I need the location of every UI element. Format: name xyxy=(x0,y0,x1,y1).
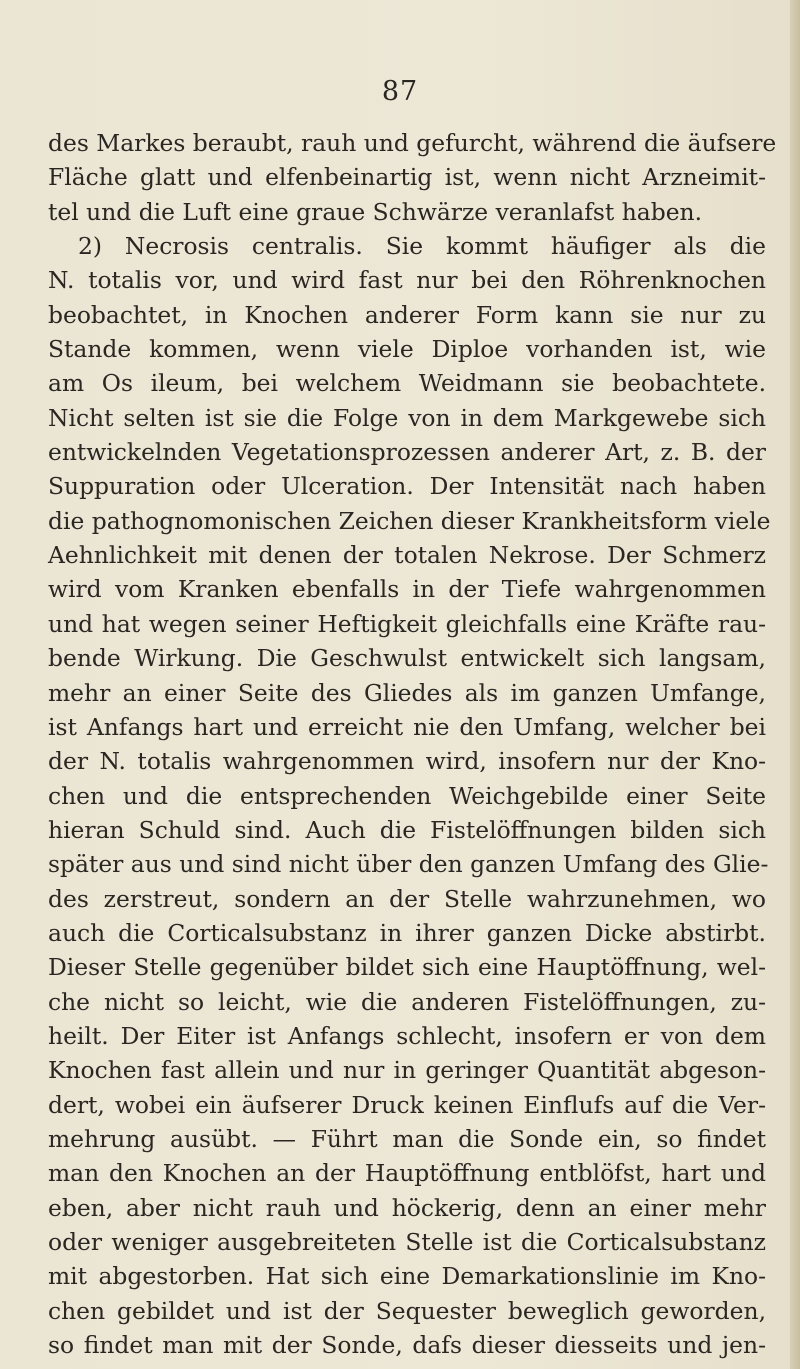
text-line: wird vom Kranken ebenfalls in der Tiefe wahrgenommen xyxy=(48,575,766,604)
text-line: che nicht so leicht, wie die anderen Fistelöffnungen, zu- xyxy=(48,987,766,1016)
body-text xyxy=(48,126,777,1362)
text-line: entwickelnden Vegetationsprozessen anderer Art, z. B. der xyxy=(48,438,766,467)
text-line: oder weniger ausgebreiteten Stelle ist die Corticalsubstanz xyxy=(48,1228,766,1256)
text-line: die pathognomonischen Zeichen dieser Krankheitsform viele xyxy=(48,506,771,535)
text-line: mit abgestorben. Hat sich eine Demarkationslinie im Kno- xyxy=(48,1262,766,1291)
text-line: hieran Schuld sind. Auch die Fistelöffnungen bilden sich xyxy=(48,815,766,844)
text-line: so findet man mit der Sonde, dafs dieser diesseits und jen- xyxy=(48,1331,766,1360)
text-line: eben, aber nicht rauh und höckerig, denn an einer mehr xyxy=(48,1193,766,1222)
text-line: auch die Corticalsubstanz in ihrer ganzen Dicke abstirbt. xyxy=(48,918,766,947)
section-heading-line: 2) Necrosis centralis. Sie kommt häufiger als die xyxy=(78,232,766,261)
text-line: Knochen fast allein und nur in geringer Quantität abgeson- xyxy=(48,1056,766,1085)
text-line: später aus und sind nicht über den ganzen Umfang des Glie- xyxy=(48,850,769,879)
text-line: des Markes beraubt, rauh und gefurcht, während die äufsere xyxy=(48,129,777,157)
text-line: mehr an einer Seite des Gliedes als im ganzen Umfange, xyxy=(48,678,766,707)
text-line: Stande kommen, wenn viele Diploe vorhanden ist, wie xyxy=(48,335,766,364)
text-line: Aehnlichkeit mit denen der totalen Nekrose. Der Schmerz xyxy=(48,541,766,570)
text-line: am Os ileum, bei welchem Weidmann sie beobachtete. xyxy=(48,369,766,398)
text-line: ist Anfangs hart und erreicht nie den Umfang, welcher bei xyxy=(48,712,766,741)
text-line: tel und die Luft eine graue Schwärze veranlafst haben. xyxy=(48,197,703,226)
page-number: 87 xyxy=(381,76,419,107)
page-edge xyxy=(790,0,800,1369)
text-line: und hat wegen seiner Heftigkeit gleichfalls eine Kräfte rau- xyxy=(48,609,766,638)
text-line: Suppuration oder Ulceration. Der Intensität nach haben xyxy=(48,472,766,501)
text-line: Fläche glatt und elfenbeinartig ist, wenn nicht Arzneimit- xyxy=(48,163,766,192)
text-line: heilt. Der Eiter ist Anfangs schlecht, insofern er von dem xyxy=(48,1021,766,1050)
text-line: bende Wirkung. Die Geschwulst entwickelt sich langsam, xyxy=(48,644,766,673)
text-line: dert, wobei ein äufserer Druck keinen Einflufs auf die Ver- xyxy=(48,1090,766,1119)
text-line: beobachtet, in Knochen anderer Form kann sie nur zu xyxy=(48,300,766,329)
text-line: man den Knochen an der Hauptöffnung entblöfst, hart und xyxy=(48,1159,766,1188)
text-line: Dieser Stelle gegenüber bildet sich eine Hauptöffnung, wel- xyxy=(48,953,766,982)
text-line: der N. totalis wahrgenommen wird, insofern nur der Kno- xyxy=(48,747,766,776)
text-line: Nicht selten ist sie die Folge von in dem Markgewebe sich xyxy=(48,403,766,432)
text-line: chen gebildet und ist der Sequester beweglich geworden, xyxy=(48,1296,766,1325)
text-line: chen und die entsprechenden Weichgebilde einer Seite xyxy=(48,781,766,810)
text-line: mehrung ausübt. — Führt man die Sonde ein, so findet xyxy=(48,1124,766,1153)
text-line: des zerstreut, sondern an der Stelle wahrzunehmen, wo xyxy=(48,884,766,913)
text-line: N. totalis vor, und wird fast nur bei den Röhrenknochen xyxy=(48,266,766,295)
